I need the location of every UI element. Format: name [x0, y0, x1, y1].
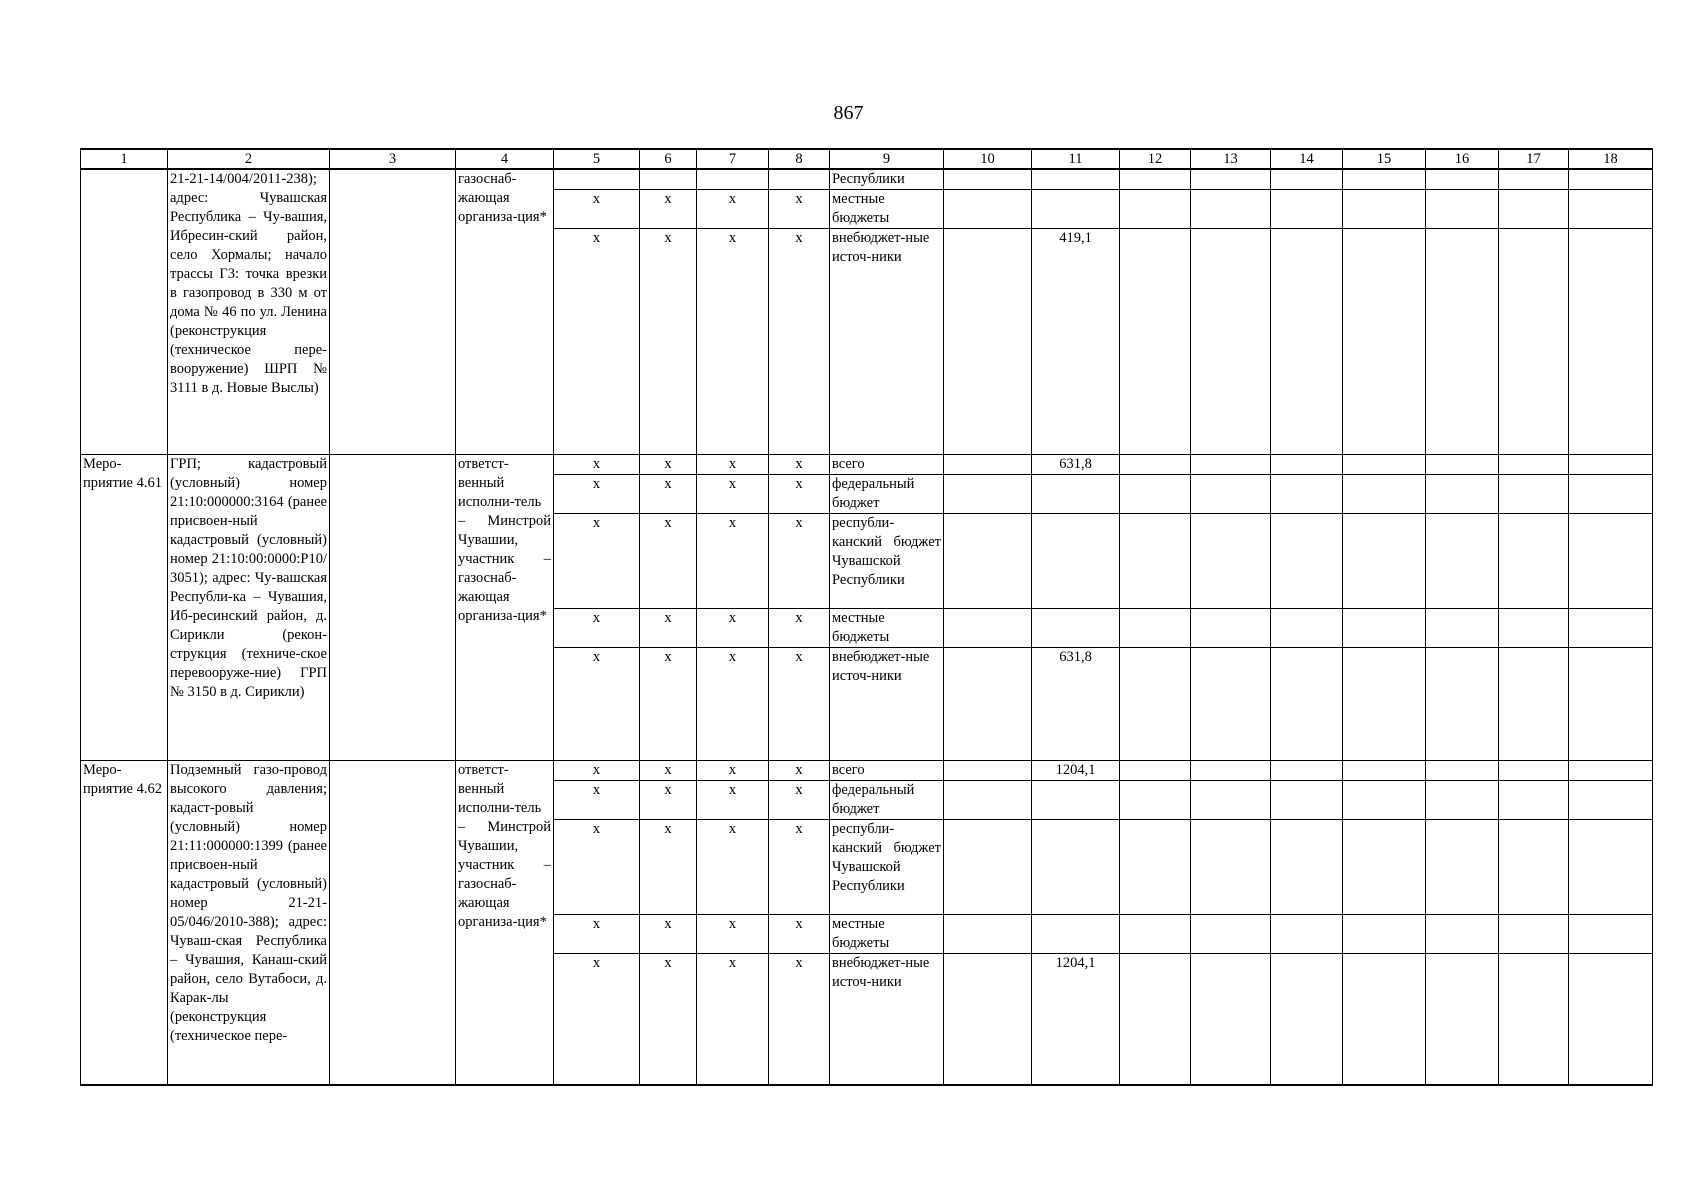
mark-cell: х: [640, 781, 697, 820]
column-number: 11: [1032, 149, 1120, 169]
mark-cell: х: [769, 915, 830, 954]
value-cell-13: [1191, 915, 1271, 954]
empty-cell-3: [330, 169, 456, 455]
value-cell-18: [1569, 169, 1653, 190]
column-number: 13: [1191, 149, 1271, 169]
object-description: Подземный газо-провод высокого давления; кадаст-ровый (условный) номер 21:11:000000:1399 (ранее присвоен-ный кадастровый (условный) номер 21-21-05/046/2010-388); адрес: Чуваш-ская Республика – Чувашия, Канаш-ский район, село Вутабоси, д. Карак-лы (реконструкция (техническое пере-: [168, 761, 330, 1085]
value-cell-18: [1569, 609, 1653, 648]
value-cell-16: [1426, 514, 1499, 609]
mark-cell: х: [554, 229, 640, 455]
value-cell-15: [1343, 761, 1426, 781]
value-cell-10: [944, 169, 1032, 190]
value-cell-14: [1271, 648, 1343, 761]
object-description: ГРП; кадастровый (условный) номер 21:10:000000:3164 (ранее присвоен-ный кадастровый (условный) номер 21:10:00:0000:Р10/ 3051); адрес: Чу-вашская Республи-ка – Чувашия, Иб-ресинский район, д. Сирикли (рекон-струкция (техниче-ское перевооруже-ние) ГРП № 3150 в д. Сирикли): [168, 455, 330, 761]
value-cell-14: [1271, 514, 1343, 609]
value-cell-15: [1343, 229, 1426, 455]
value-cell-16: [1426, 915, 1499, 954]
funding-source: республи-канский бюджет Чувашской Республики: [830, 820, 944, 915]
column-number: 10: [944, 149, 1032, 169]
mark-cell: х: [554, 648, 640, 761]
value-cell-15: [1343, 514, 1426, 609]
column-number: 7: [697, 149, 769, 169]
value-cell-16: [1426, 609, 1499, 648]
table-row: [81, 169, 1653, 190]
page-number: 867: [833, 102, 864, 124]
value-cell-13: [1191, 648, 1271, 761]
column-number-row: [81, 149, 1653, 169]
column-number: 4: [456, 149, 554, 169]
value-cell-14: [1271, 781, 1343, 820]
value-cell-12: [1120, 648, 1191, 761]
value-cell-16: [1426, 169, 1499, 190]
value-cell-10: [944, 820, 1032, 915]
table-row: [81, 761, 1653, 781]
value-cell-16: [1426, 475, 1499, 514]
column-number: 12: [1120, 149, 1191, 169]
value-cell-14: [1271, 190, 1343, 229]
mark-cell: х: [640, 648, 697, 761]
mark-cell: [554, 169, 640, 190]
value-cell-18: [1569, 190, 1653, 229]
object-description: 21-21-14/004/2011-238); адрес: Чувашская Республика – Чу-вашия, Ибресин-ский район, село Хормалы; начало трассы Г3: точка врезки в газопровод в 330 м от дома № 46 по ул. Ленина (реконструкция (техническое пере-вооружение) ШРП № 3111 в д. Новые Выслы): [168, 169, 330, 455]
value-cell-14: [1271, 954, 1343, 1085]
column-number: 6: [640, 149, 697, 169]
value-cell-18: [1569, 455, 1653, 475]
mark-cell: х: [769, 954, 830, 1085]
value-cell-12: [1120, 609, 1191, 648]
column-number: 14: [1271, 149, 1343, 169]
value-cell-12: [1120, 761, 1191, 781]
value-cell-16: [1426, 229, 1499, 455]
value-cell-16: [1426, 455, 1499, 475]
value-cell-18: [1569, 820, 1653, 915]
measure-label: [81, 169, 168, 455]
value-cell-11: 1204,1: [1032, 954, 1120, 1085]
column-number: 16: [1426, 149, 1499, 169]
mark-cell: х: [554, 609, 640, 648]
value-cell-11: [1032, 609, 1120, 648]
value-cell-15: [1343, 820, 1426, 915]
value-cell-12: [1120, 169, 1191, 190]
value-cell-17: [1499, 781, 1569, 820]
mark-cell: х: [554, 954, 640, 1085]
value-cell-11: [1032, 190, 1120, 229]
value-cell-15: [1343, 954, 1426, 1085]
mark-cell: х: [697, 229, 769, 455]
mark-cell: х: [554, 455, 640, 475]
value-cell-13: [1191, 190, 1271, 229]
mark-cell: х: [640, 455, 697, 475]
column-number: 2: [168, 149, 330, 169]
value-cell-11: 1204,1: [1032, 761, 1120, 781]
mark-cell: х: [769, 781, 830, 820]
value-cell-14: [1271, 915, 1343, 954]
value-cell-14: [1271, 820, 1343, 915]
funding-source: местные бюджеты: [830, 609, 944, 648]
column-number: 3: [330, 149, 456, 169]
executor-cell: ответст-венный исполни-тель – Минстрой Чувашии, участник – газоснаб-жающая организа-ция*: [456, 761, 554, 1085]
column-number: 1: [81, 149, 168, 169]
value-cell-17: [1499, 954, 1569, 1085]
mark-cell: [640, 169, 697, 190]
mark-cell: х: [769, 190, 830, 229]
value-cell-15: [1343, 915, 1426, 954]
mark-cell: [697, 169, 769, 190]
value-cell-18: [1569, 915, 1653, 954]
value-cell-11: [1032, 915, 1120, 954]
funding-source: местные бюджеты: [830, 915, 944, 954]
executor-cell: ответст-венный исполни-тель – Минстрой Чувашии, участник – газоснаб-жающая организа-ция*: [456, 455, 554, 761]
value-cell-17: [1499, 190, 1569, 229]
mark-cell: х: [697, 514, 769, 609]
table-body: [81, 169, 1653, 1085]
value-cell-15: [1343, 169, 1426, 190]
mark-cell: х: [697, 781, 769, 820]
funding-source: местные бюджеты: [830, 190, 944, 229]
value-cell-13: [1191, 229, 1271, 455]
value-cell-11: [1032, 169, 1120, 190]
table-row: [81, 455, 1653, 475]
value-cell-13: [1191, 475, 1271, 514]
program-table: [80, 148, 1653, 1086]
funding-source: внебюджет-ные источ-ники: [830, 954, 944, 1085]
mark-cell: х: [697, 648, 769, 761]
value-cell-15: [1343, 609, 1426, 648]
mark-cell: х: [769, 761, 830, 781]
value-cell-13: [1191, 781, 1271, 820]
value-cell-11: [1032, 781, 1120, 820]
value-cell-13: [1191, 761, 1271, 781]
value-cell-16: [1426, 954, 1499, 1085]
mark-cell: х: [554, 820, 640, 915]
value-cell-11: [1032, 514, 1120, 609]
executor-cell: газоснаб-жающая организа-ция*: [456, 169, 554, 455]
value-cell-18: [1569, 229, 1653, 455]
mark-cell: х: [769, 648, 830, 761]
value-cell-10: [944, 781, 1032, 820]
funding-source: федеральный бюджет: [830, 781, 944, 820]
value-cell-17: [1499, 475, 1569, 514]
value-cell-14: [1271, 455, 1343, 475]
mark-cell: х: [640, 820, 697, 915]
value-cell-16: [1426, 820, 1499, 915]
value-cell-14: [1271, 761, 1343, 781]
funding-source: республи-канский бюджет Чувашской Республики: [830, 514, 944, 609]
mark-cell: х: [769, 514, 830, 609]
value-cell-12: [1120, 455, 1191, 475]
value-cell-16: [1426, 648, 1499, 761]
column-number: 17: [1499, 149, 1569, 169]
mark-cell: х: [640, 609, 697, 648]
value-cell-14: [1271, 229, 1343, 455]
funding-source: внебюджет-ные источ-ники: [830, 229, 944, 455]
value-cell-17: [1499, 455, 1569, 475]
value-cell-12: [1120, 190, 1191, 229]
value-cell-18: [1569, 514, 1653, 609]
mark-cell: х: [554, 781, 640, 820]
value-cell-18: [1569, 761, 1653, 781]
funding-source: всего: [830, 455, 944, 475]
column-number: 9: [830, 149, 944, 169]
value-cell-17: [1499, 761, 1569, 781]
value-cell-16: [1426, 761, 1499, 781]
mark-cell: х: [769, 229, 830, 455]
value-cell-14: [1271, 169, 1343, 190]
value-cell-10: [944, 761, 1032, 781]
mark-cell: х: [640, 475, 697, 514]
mark-cell: х: [769, 475, 830, 514]
value-cell-10: [944, 229, 1032, 455]
value-cell-18: [1569, 781, 1653, 820]
value-cell-11: 631,8: [1032, 455, 1120, 475]
column-number: 15: [1343, 149, 1426, 169]
value-cell-17: [1499, 820, 1569, 915]
value-cell-13: [1191, 954, 1271, 1085]
value-cell-10: [944, 648, 1032, 761]
measure-label: Меро-приятие 4.61: [81, 455, 168, 761]
mark-cell: х: [697, 820, 769, 915]
mark-cell: х: [554, 761, 640, 781]
value-cell-12: [1120, 229, 1191, 455]
mark-cell: х: [640, 954, 697, 1085]
value-cell-18: [1569, 954, 1653, 1085]
value-cell-13: [1191, 820, 1271, 915]
value-cell-12: [1120, 475, 1191, 514]
value-cell-13: [1191, 514, 1271, 609]
funding-source: федеральный бюджет: [830, 475, 944, 514]
value-cell-13: [1191, 455, 1271, 475]
mark-cell: х: [554, 514, 640, 609]
mark-cell: х: [697, 455, 769, 475]
value-cell-10: [944, 915, 1032, 954]
value-cell-15: [1343, 781, 1426, 820]
value-cell-14: [1271, 475, 1343, 514]
value-cell-10: [944, 514, 1032, 609]
value-cell-13: [1191, 169, 1271, 190]
value-cell-17: [1499, 648, 1569, 761]
value-cell-15: [1343, 455, 1426, 475]
value-cell-15: [1343, 190, 1426, 229]
value-cell-12: [1120, 781, 1191, 820]
value-cell-17: [1499, 169, 1569, 190]
value-cell-10: [944, 455, 1032, 475]
empty-cell-3: [330, 455, 456, 761]
value-cell-13: [1191, 609, 1271, 648]
value-cell-10: [944, 609, 1032, 648]
value-cell-10: [944, 954, 1032, 1085]
mark-cell: х: [554, 190, 640, 229]
mark-cell: х: [697, 954, 769, 1085]
mark-cell: х: [554, 915, 640, 954]
column-number: 8: [769, 149, 830, 169]
mark-cell: х: [769, 820, 830, 915]
value-cell-12: [1120, 915, 1191, 954]
mark-cell: х: [697, 190, 769, 229]
value-cell-17: [1499, 229, 1569, 455]
value-cell-18: [1569, 648, 1653, 761]
value-cell-16: [1426, 781, 1499, 820]
value-cell-17: [1499, 915, 1569, 954]
value-cell-10: [944, 190, 1032, 229]
value-cell-11: 631,8: [1032, 648, 1120, 761]
value-cell-15: [1343, 648, 1426, 761]
value-cell-12: [1120, 820, 1191, 915]
mark-cell: х: [640, 761, 697, 781]
mark-cell: х: [697, 761, 769, 781]
value-cell-17: [1499, 514, 1569, 609]
empty-cell-3: [330, 761, 456, 1085]
value-cell-16: [1426, 190, 1499, 229]
value-cell-12: [1120, 514, 1191, 609]
value-cell-10: [944, 475, 1032, 514]
value-cell-11: [1032, 820, 1120, 915]
value-cell-11: 419,1: [1032, 229, 1120, 455]
mark-cell: х: [554, 475, 640, 514]
value-cell-12: [1120, 954, 1191, 1085]
value-cell-14: [1271, 609, 1343, 648]
funding-source: всего: [830, 761, 944, 781]
value-cell-15: [1343, 475, 1426, 514]
measure-label: Меро-приятие 4.62: [81, 761, 168, 1085]
mark-cell: [769, 169, 830, 190]
value-cell-17: [1499, 609, 1569, 648]
funding-source: внебюджет-ные источ-ники: [830, 648, 944, 761]
value-cell-11: [1032, 475, 1120, 514]
mark-cell: х: [769, 609, 830, 648]
column-number: 18: [1569, 149, 1653, 169]
mark-cell: х: [640, 915, 697, 954]
value-cell-18: [1569, 475, 1653, 514]
mark-cell: х: [697, 609, 769, 648]
mark-cell: х: [769, 455, 830, 475]
mark-cell: х: [697, 915, 769, 954]
mark-cell: х: [697, 475, 769, 514]
funding-source: Республики: [830, 169, 944, 190]
mark-cell: х: [640, 190, 697, 229]
mark-cell: х: [640, 514, 697, 609]
mark-cell: х: [640, 229, 697, 455]
column-number: 5: [554, 149, 640, 169]
